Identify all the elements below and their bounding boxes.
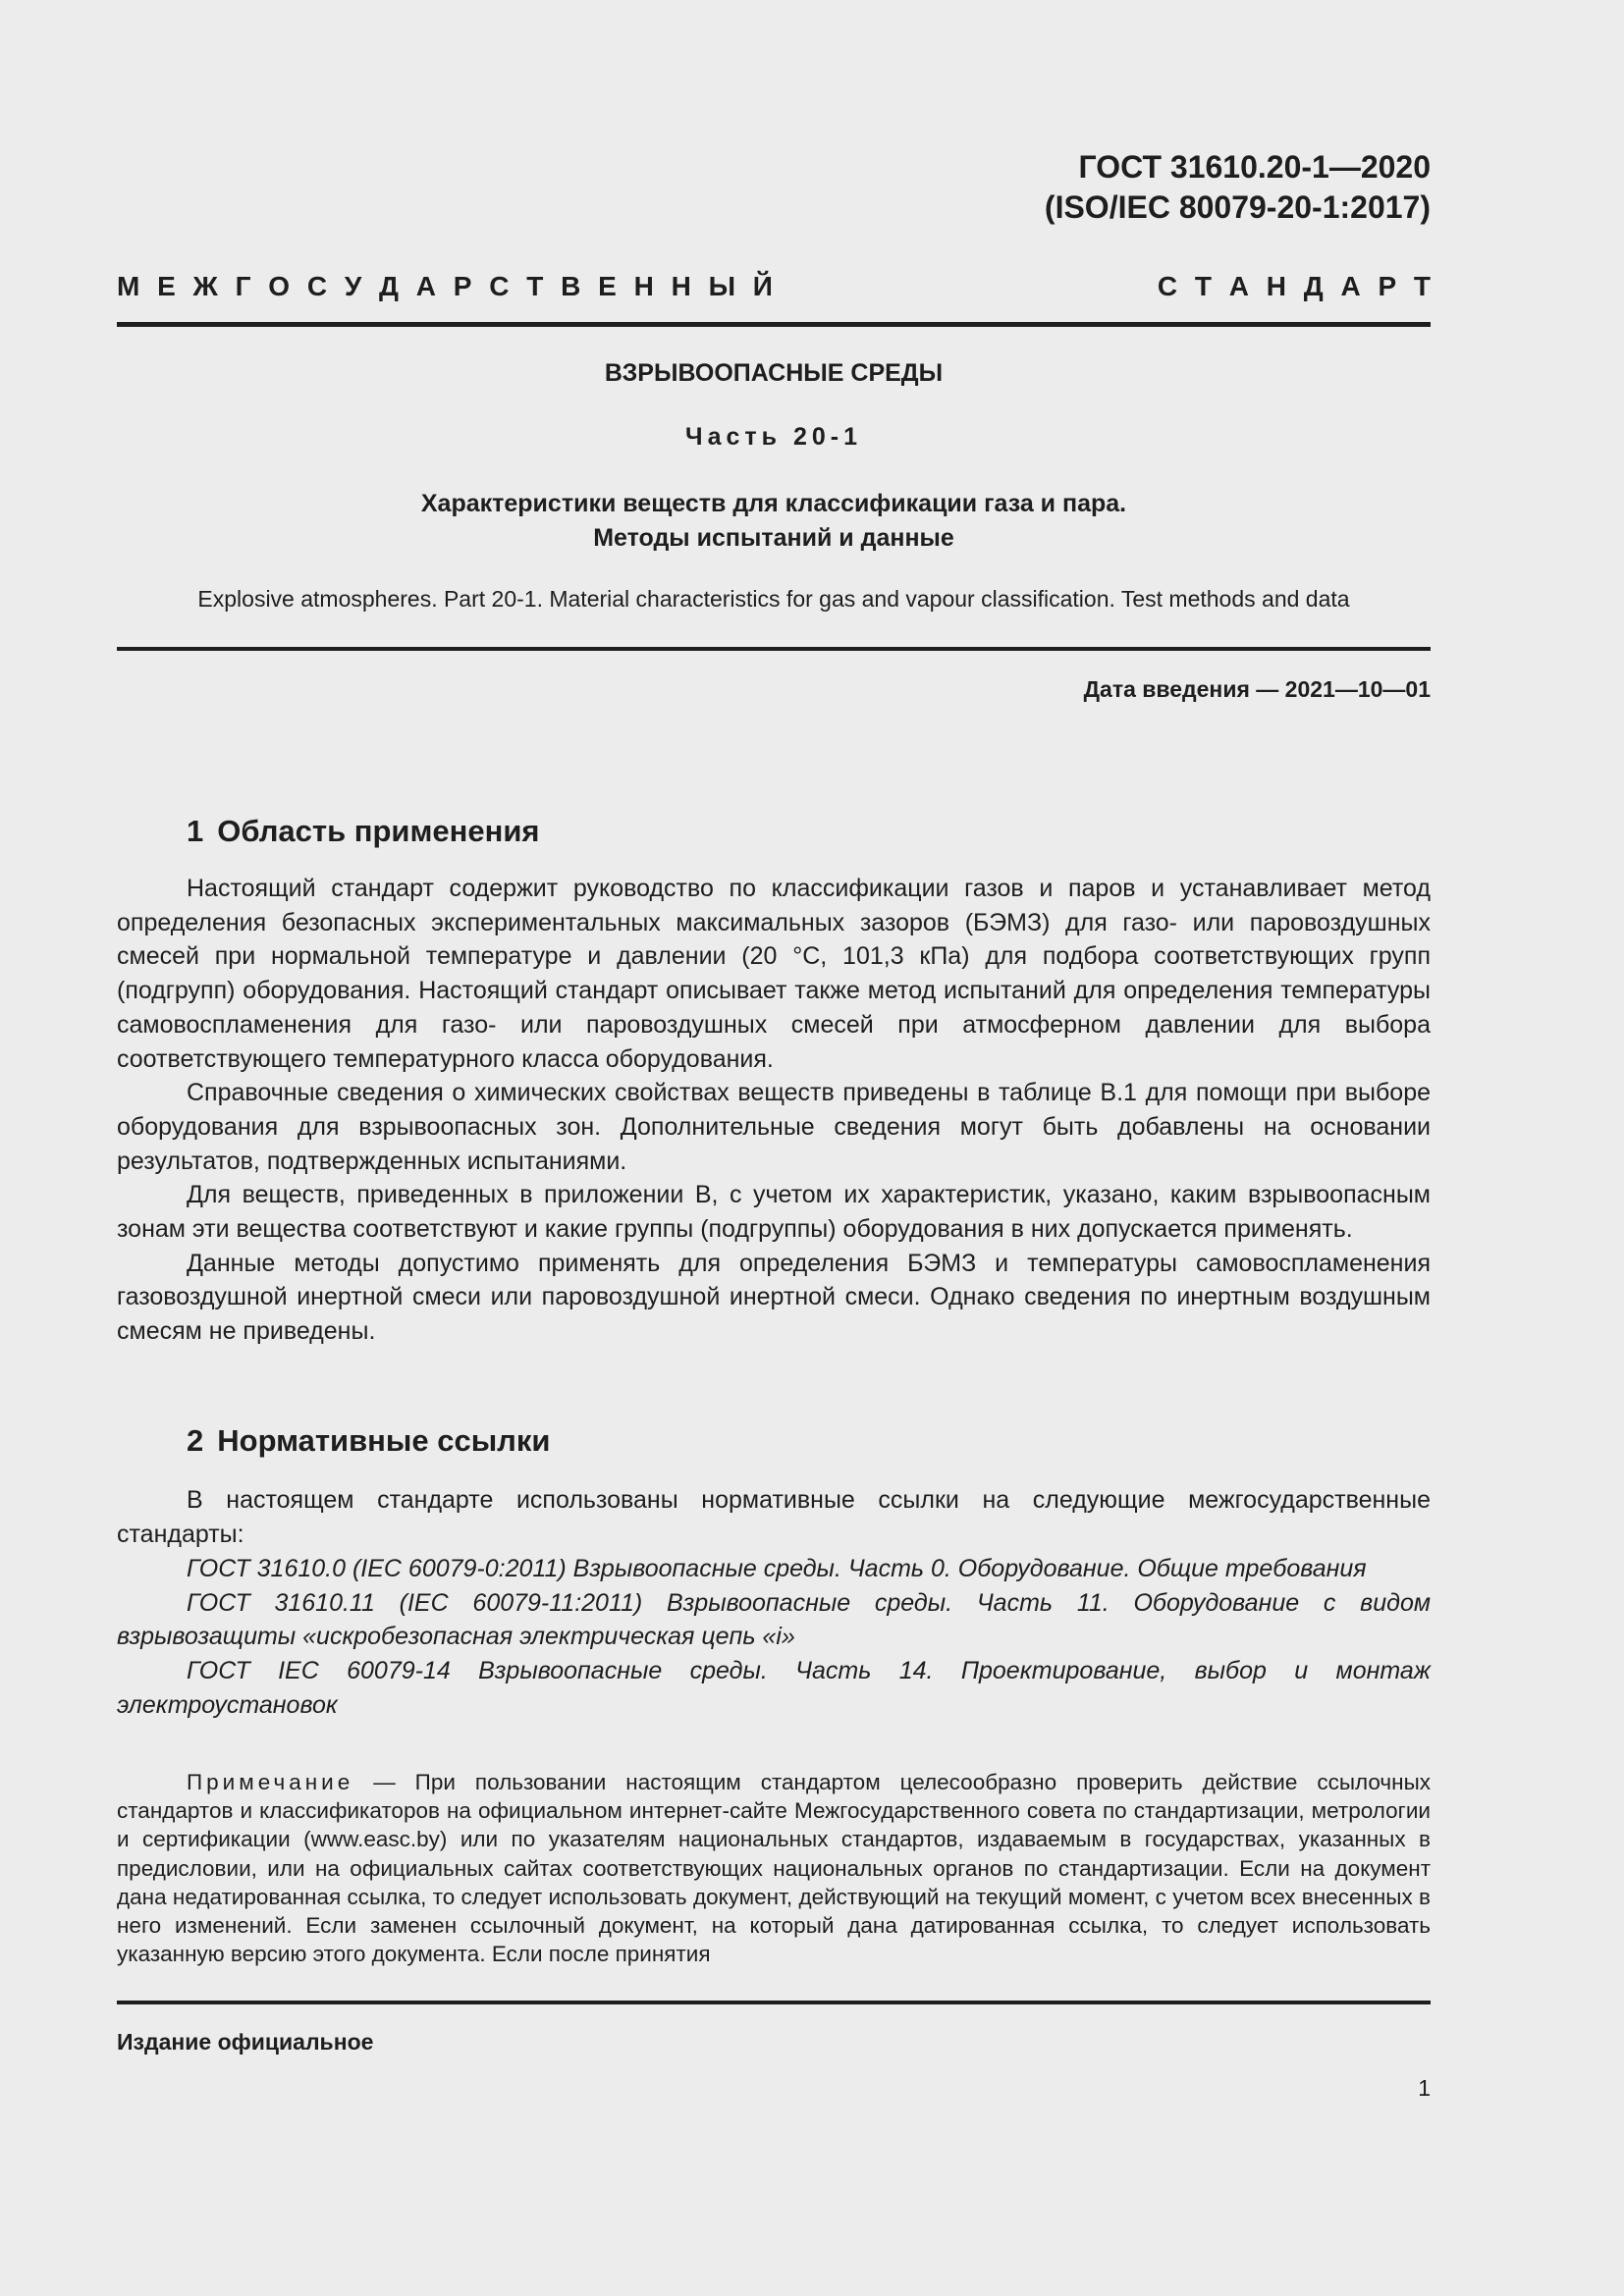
paragraph: В настоящем стандарте использованы нормативные ссылки на следующие межгосударственные стандарты: (117, 1486, 1431, 1548)
footer-rule (117, 2001, 1431, 2004)
section-2-number: 2 (187, 1423, 204, 1458)
paragraph: Настоящий стандарт содержит руководство по классификации газов и паров и устанавливает метод определения безопасных экспериментальных максимальных зазоров (БЭМЗ) для газо- или паровоздушных смесей при нормальной температуре и давлении (20 °С, 101,3 кПа) для подбора соответствующих групп (подгрупп) оборудования. Настоящий стандарт описывает также метод испытаний для определения температуры самовоспламенения для газо- или паровоздушных смесей при атмосферном давлении для выбора соответствующего температурного класса оборудования. (117, 875, 1431, 1073)
reference-item: ГОСТ IEC 60079-14 Взрывоопасные среды. Часть 14. Проектирование, выбор и монтаж электроустановок (117, 1657, 1431, 1719)
section-2-title: Нормативные ссылки (217, 1423, 551, 1458)
official-edition: Издание официальное (117, 2029, 374, 2055)
note-label: Примечание (187, 1770, 354, 1794)
page-number: 1 (1418, 2075, 1431, 2101)
reference-item: ГОСТ 31610.0 (IEC 60079-0:2011) Взрывоопасные среды. Часть 0. Оборудование. Общие требования (187, 1555, 1367, 1582)
standard-code (1045, 147, 1431, 228)
english-title: Explosive atmospheres. Part 20-1. Material characteristics for gas and vapour classification. Test methods and data (197, 586, 1350, 612)
interstate-standard-heading (117, 269, 1431, 304)
section-2-body (117, 1483, 1431, 1551)
paragraph: Данные методы допустимо применять для определения БЭМЗ и температуры самовоспламенения газовоздушной инертной смеси или паровоздушной инертной смеси. Однако сведения по инертным воздушным смесям не приведены. (117, 1249, 1431, 1346)
section-1-number: 1 (187, 814, 204, 848)
standard-word: С Т А Н Д А Р Т (1157, 271, 1431, 301)
section-2-heading (187, 1421, 550, 1461)
section-1-title: Область применения (217, 814, 540, 848)
document-subtitle (117, 487, 1431, 556)
note-text: — При пользовании настоящим стандартом целесообразно проверить действие ссылочных стандартов и классификаторов на официальном интернет-сайте Межгосударственного совета по стандартизации, метрологии и сертификации (www.easc.by) или по указателям национальных стандартов, издаваемым в государствах, указанных в предисловии, или на официальных сайтах соответствующих национальных органов по стандартизации. Если на документ дана недатированная ссылка, то следует использовать документ, действующий на текущий момент, с учетом всех внесенных в него изменений. Если заменен ссылочный документ, на который дана датированная ссылка, то следует использовать указанную версию этого документа. Если после принятия (117, 1770, 1431, 1967)
standard-code-line2: (ISO/IEC 80079-20-1:2017) (1044, 189, 1431, 225)
section-1-heading (187, 812, 540, 851)
paragraph: Справочные сведения о химических свойствах веществ приведены в таблице В.1 для помощи при выборе оборудования для взрывоопасных зон. Дополнительные сведения могут быть добавлены на основании результатов, подтвержденных испытаниями. (117, 1079, 1431, 1175)
interstate-word: М Е Ж Г О С У Д А Р С Т В Е Н Н Ы Й (117, 271, 773, 301)
title-rule (117, 647, 1431, 651)
header-rule (117, 322, 1431, 327)
reference-item: ГОСТ 31610.11 (IEC 60079-11:2011) Взрывоопасные среды. Часть 11. Оборудование с видом взрывозащиты «искробезопасная электрическая цепь «i» (117, 1588, 1431, 1651)
section-1-body (117, 872, 1431, 1349)
references-note (117, 1768, 1431, 1968)
introduction-date: Дата введения — 2021—10—01 (1083, 676, 1431, 702)
subtitle-line2: Методы испытаний и данные (593, 524, 954, 552)
normative-references (117, 1552, 1431, 1723)
standard-code-line1: ГОСТ 31610.20-1—2020 (1078, 149, 1431, 185)
subtitle-line1: Характеристики веществ для классификации газа и пара. (420, 490, 1127, 517)
document-title: ВЗРЫВООПАСНЫЕ СРЕДЫ (604, 359, 944, 387)
document-part: Часть 20-1 (685, 423, 862, 451)
paragraph: Для веществ, приведенных в приложении В, с учетом их характеристик, указано, каким взрывоопасным зонам эти вещества соответствуют и какие группы (подгруппы) оборудования в них допускается применять. (117, 1181, 1431, 1244)
